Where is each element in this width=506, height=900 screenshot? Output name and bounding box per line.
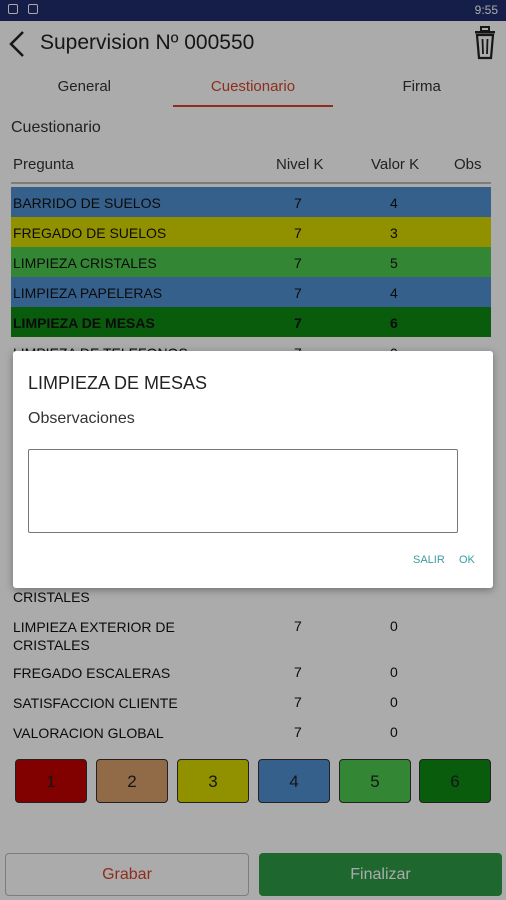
row-nivel: 7 <box>294 195 302 211</box>
observations-dialog <box>13 351 493 588</box>
row-valor: 4 <box>390 285 398 301</box>
save-button[interactable]: Grabar <box>5 853 249 896</box>
observations-label: Observaciones <box>28 410 135 427</box>
row-question: VALORACION GLOBAL <box>13 725 164 741</box>
header-obs: Obs <box>454 156 482 173</box>
row-question: BARRIDO DE SUELOS <box>13 195 161 211</box>
score-button-5[interactable]: 5 <box>339 759 411 803</box>
row-question: LIMPIEZA EXTERIOR DE CRISTALES <box>13 619 175 653</box>
row-question: SATISFACCION CLIENTE <box>13 695 178 711</box>
row-nivel: 7 <box>294 724 302 740</box>
score-button-6[interactable]: 6 <box>419 759 491 803</box>
row-valor: 3 <box>390 225 398 241</box>
row-question: FREGADO ESCALERAS <box>13 665 171 681</box>
row-nivel: 7 <box>294 315 302 331</box>
row-valor: 0 <box>390 694 398 710</box>
score-button-1[interactable]: 1 <box>15 759 87 803</box>
exit-button[interactable]: SALIR <box>413 554 445 566</box>
row-nivel: 7 <box>294 664 302 680</box>
row-question: FREGADO DE SUELOS <box>13 225 167 241</box>
score-button-4[interactable]: 4 <box>258 759 330 803</box>
row-nivel: 7 <box>294 694 302 710</box>
row-question: LIMPIEZA PAPELERAS <box>13 285 163 301</box>
finish-button[interactable]: Finalizar <box>259 853 502 896</box>
row-valor: 0 <box>390 618 398 634</box>
tab-firma[interactable]: Firma <box>402 78 441 95</box>
score-button-3[interactable]: 3 <box>177 759 249 803</box>
row-nivel: 7 <box>294 618 302 634</box>
header-nivel-k: Nivel K <box>276 156 324 173</box>
header-valor-k: Valor K <box>371 156 420 173</box>
score-button-2[interactable]: 2 <box>96 759 168 803</box>
tab-cuestionario[interactable]: Cuestionario <box>169 67 338 107</box>
row-valor: 0 <box>390 664 398 680</box>
row-nivel: 7 <box>294 255 302 271</box>
row-question: CRISTALES <box>13 589 90 605</box>
row-nivel: 7 <box>294 225 302 241</box>
row-valor: 0 <box>390 724 398 740</box>
header-pregunta: Pregunta <box>13 156 74 173</box>
dialog-title: LIMPIEZA DE MESAS <box>28 373 208 393</box>
observations-input[interactable] <box>28 449 458 533</box>
tab-general[interactable]: General <box>57 78 112 95</box>
ok-button[interactable]: OK <box>459 554 475 566</box>
row-question: LIMPIEZA DE MESAS <box>13 315 155 331</box>
page-title: Supervision Nº 000550 <box>40 31 255 54</box>
status-time: 9:55 <box>474 3 498 17</box>
row-nivel: 7 <box>294 285 302 301</box>
row-valor: 5 <box>390 255 398 271</box>
section-title: Cuestionario <box>11 119 101 136</box>
row-valor: 4 <box>390 195 398 211</box>
row-valor: 6 <box>390 315 398 331</box>
row-question: LIMPIEZA CRISTALES <box>13 255 157 271</box>
